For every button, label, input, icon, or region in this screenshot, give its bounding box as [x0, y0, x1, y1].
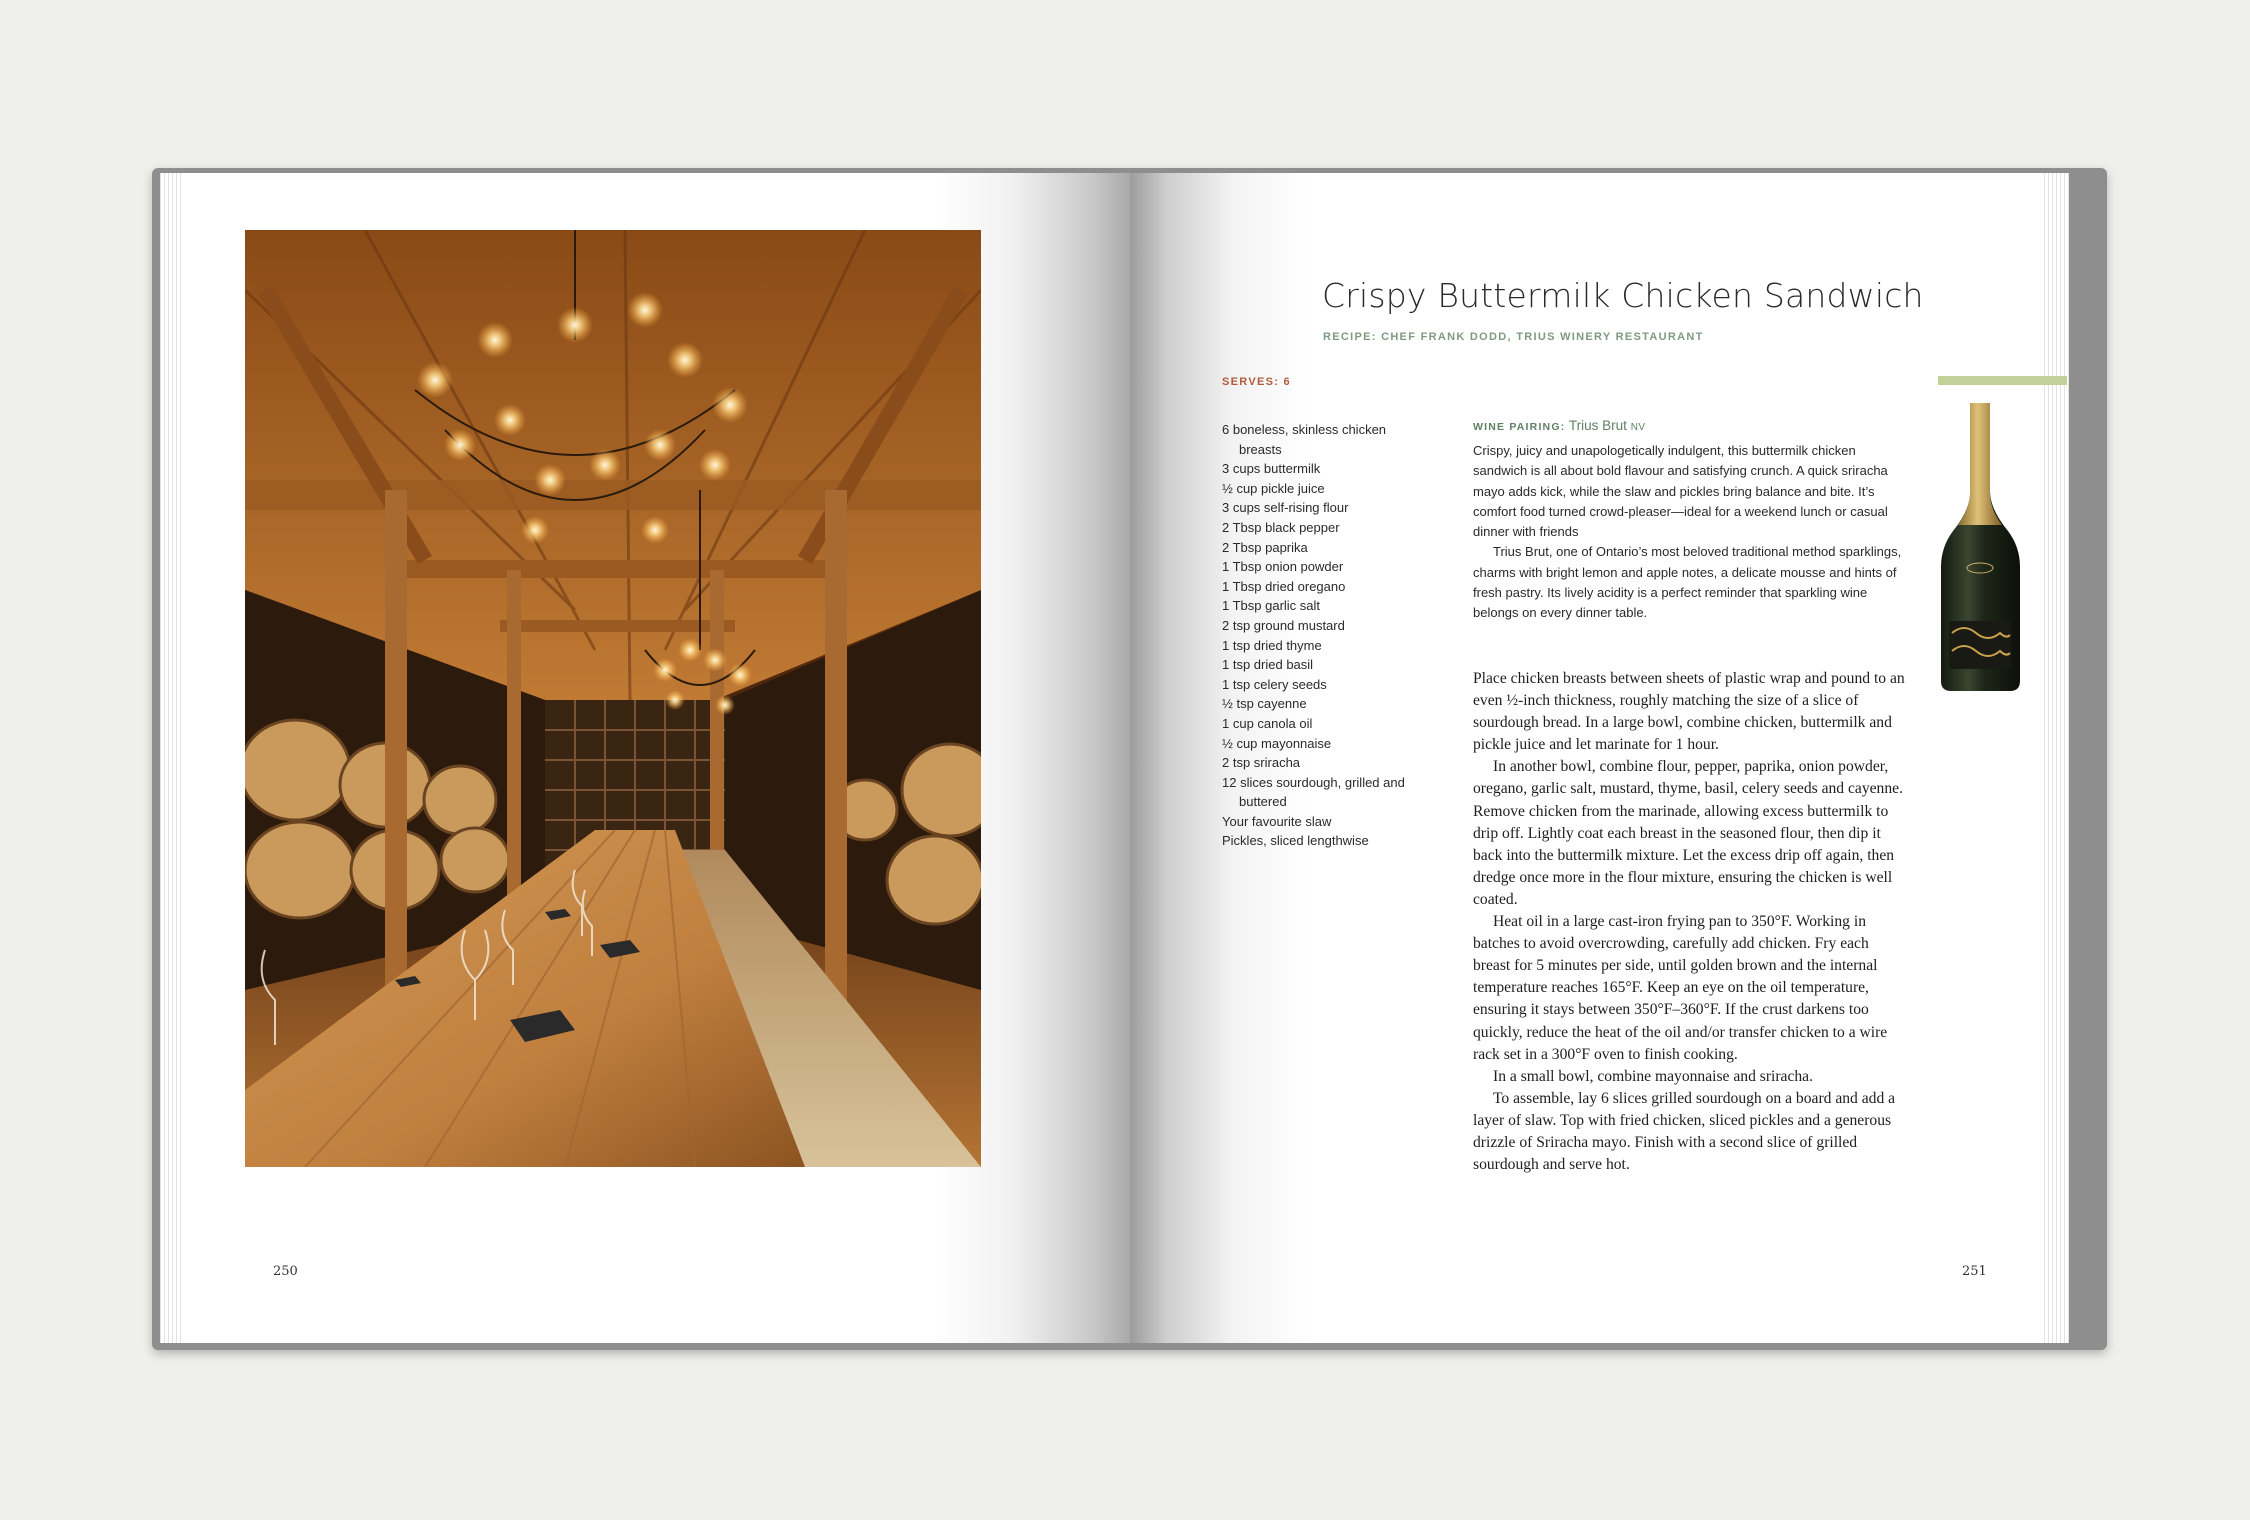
right-page-number: 251: [1962, 1264, 1987, 1279]
recipe-method: [1473, 668, 1907, 1176]
intro-paragraph: Trius Brut, one of Ontario’s most beloved traditional method sparklings, charms with bright lemon and apple notes, a delicate mousse and hints of fresh pastry. Its lively acidity is a perfect reminder that sparkling wine belongs on every dinner table.: [1473, 544, 1902, 621]
ingredient-item: ½ tsp cayenne: [1222, 696, 1307, 712]
method-paragraph: In another bowl, combine flour, pepper, paprika, onion powder, oregano, garlic salt, mustard, thyme, basil, celery seeds and cayenne. Remove chicken from the marinade, allowing excess buttermilk to drip off. Lightly coat each breast in the seasoned flour, then dip it back into the buttermilk mixture. Let the excess drip off again, then dredge once more in the flour mixture, ensuring the chicken is well coated.: [1473, 758, 1903, 908]
ingredient-item: Pickles, sliced lengthwise: [1222, 833, 1369, 849]
method-paragraph: Place chicken breasts between sheets of plastic wrap and pound to an even ½-inch thickness, roughly matching the size of a slice of sourdough bread. In a large bowl, combine chicken, buttermilk and pickle juice and let marinate for 1 hour.: [1473, 670, 1905, 754]
wine-pairing-vintage: NV: [1630, 422, 1646, 433]
ingredient-item: Your favourite slaw: [1222, 813, 1332, 829]
method-paragraph: In a small bowl, combine mayonnaise and sriracha.: [1493, 1067, 1814, 1085]
wine-pairing-name: Trius Brut: [1568, 418, 1627, 433]
ingredient-item: 1 Tbsp onion powder: [1222, 559, 1344, 575]
ingredient-item: ½ cup pickle juice: [1222, 480, 1325, 496]
ingredient-item: 1 Tbsp garlic salt: [1222, 598, 1321, 614]
ingredient-item: 1 tsp dried thyme: [1222, 637, 1322, 653]
ingredient-list: [1222, 420, 1427, 851]
ingredient-item: 1 Tbsp dried oregano: [1222, 578, 1346, 594]
wine-pairing-label: WINE PAIRING:: [1473, 421, 1566, 433]
ingredient-item: 2 Tbsp black pepper: [1222, 519, 1340, 535]
ingredient-item: 2 tsp sriracha: [1222, 755, 1301, 771]
ingredient-item: 2 tsp ground mustard: [1222, 617, 1345, 633]
recipe-credit: RECIPE: CHEF FRANK DODD, TRIUS WINERY RESTAURANT: [1323, 331, 1704, 343]
method-paragraph: To assemble, lay 6 slices grilled sourdough on a board and add a layer of slaw. Top with fried chicken, sliced pickles and a generous drizzle of Sriracha mayo. Finish with a second slice of grilled sourdough and serve hot.: [1473, 1089, 1896, 1174]
ingredient-item: 6 boneless, skinless chicken breasts: [1222, 422, 1387, 457]
winery-cellar-photo: [245, 230, 981, 1167]
method-paragraph: Heat oil in a large cast-iron frying pan to 350°F. Working in batches to avoid overcrowding, carefully add chicken. Fry each breast for 5 minutes per side, until golden brown and the internal temperature reaches 165°F. Keep an eye on the oil temperature, ensuring it stays between 350°F–360°F. If the crust darkens too quickly, reduce the heat of the oil and/or transfer chicken to a wire rack set in a 300°F oven to finish cooking.: [1473, 913, 1888, 1063]
wine-pairing: [1473, 418, 1646, 433]
ingredient-item: 3 cups buttermilk: [1222, 461, 1321, 477]
recipe-title: Crispy Buttermilk Chicken Sandwich: [1322, 276, 1924, 315]
ingredient-item: 1 cup canola oil: [1222, 715, 1313, 731]
accent-bar: [1938, 376, 2067, 385]
ingredient-item: 3 cups self-rising flour: [1222, 500, 1349, 516]
intro-paragraph: Crispy, juicy and unapologetically indulgent, this buttermilk chicken sandwich is all about bold flavour and satisfying crunch. A quick sriracha mayo adds kick, while the slaw and pickles bring balance and bite. It’s comfort food turned crowd-pleaser—ideal for a weekend lunch or casual dinner with friends: [1473, 443, 1888, 540]
serves-label: SERVES: 6: [1222, 376, 1291, 388]
ingredient-item: 12 slices sourdough, grilled and buttered: [1222, 774, 1405, 810]
ingredient-item: 1 tsp celery seeds: [1222, 676, 1327, 692]
ingredient-item: 2 Tbsp paprika: [1222, 539, 1308, 555]
recipe-intro: [1473, 441, 1906, 624]
left-page-number: 250: [273, 1264, 298, 1279]
wine-bottle-image: [1938, 403, 2023, 693]
ingredient-item: ½ cup mayonnaise: [1222, 735, 1332, 751]
ingredient-item: 1 tsp dried basil: [1222, 657, 1314, 673]
